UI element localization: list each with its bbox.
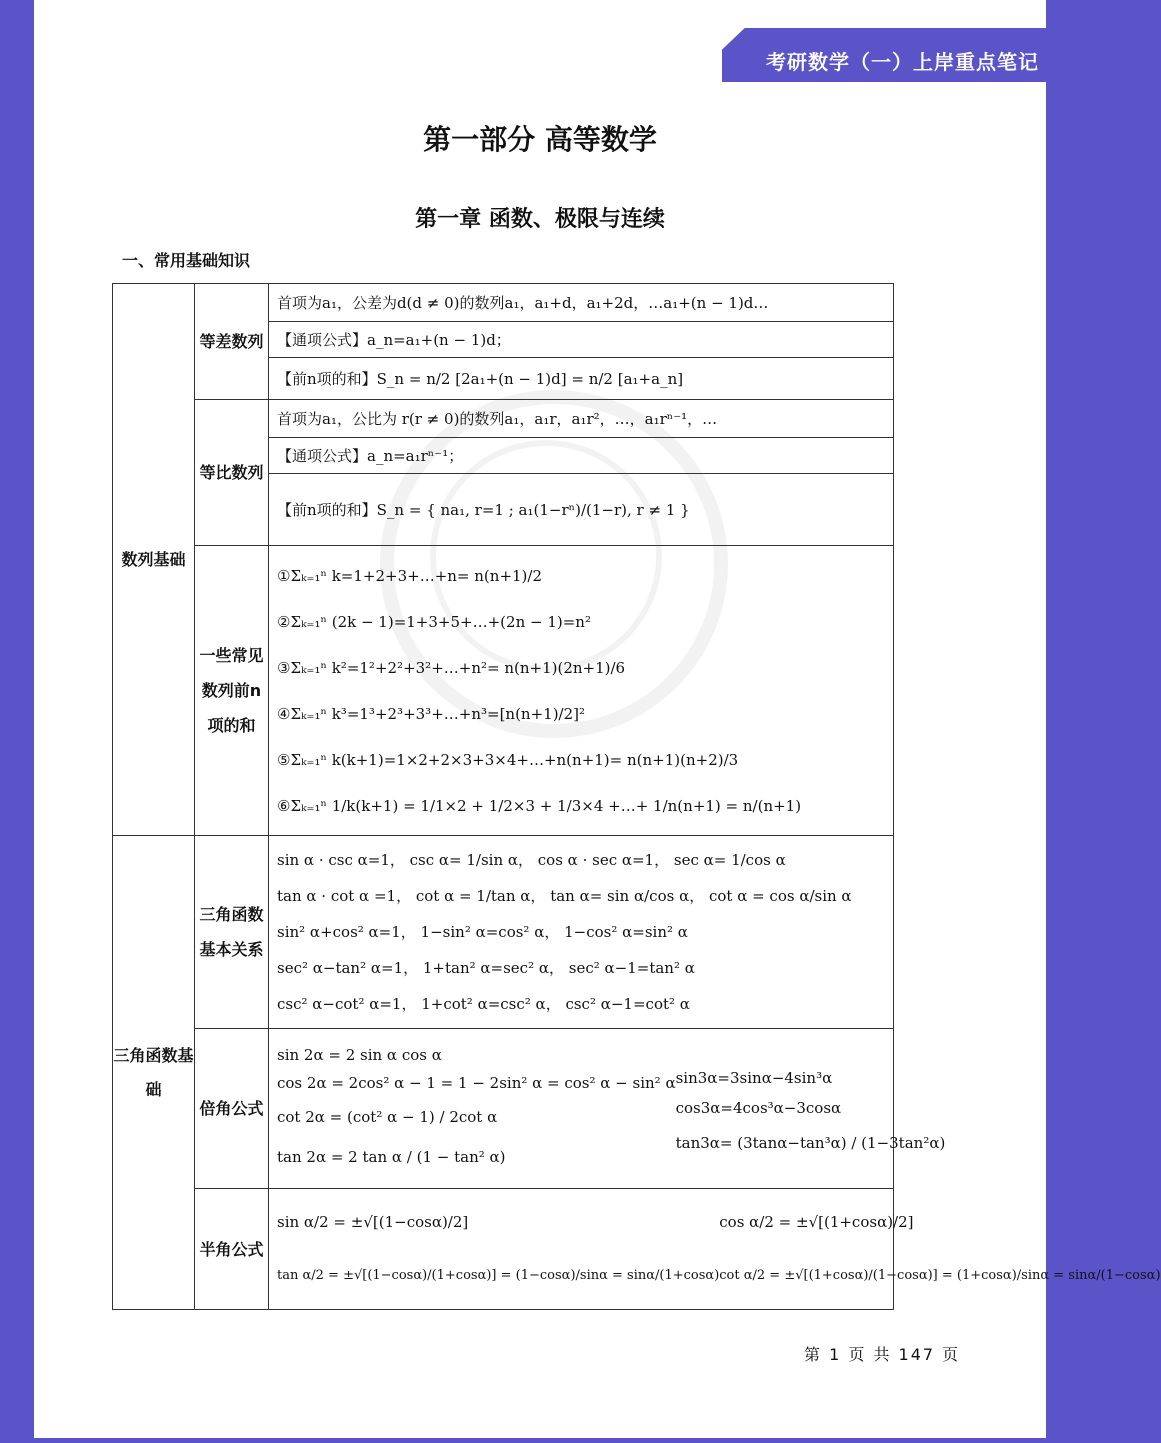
- label-sums: 一些常见数列前n项的和: [195, 546, 269, 836]
- trig-basic-3: sin² α+cos² α=1， 1−sin² α=cos² α， 1−cos² α=sin² α: [277, 923, 688, 941]
- double-cell: [269, 1029, 946, 1189]
- banner-title: 考研数学（一）上岸重点笔记: [766, 50, 1039, 74]
- geom-general: 【通项公式】a_n=a₁rⁿ⁻¹；: [269, 438, 894, 474]
- arith-general: 【通项公式】a_n=a₁+(n − 1)d；: [269, 322, 894, 358]
- label-double: 倍角公式: [195, 1029, 269, 1189]
- sum-formula-6: ⑥Σₖ₌₁ⁿ 1/k(k+1) = 1/1×2 + 1/2×3 + 1/3×4 +…+ 1/n(n+1) = n/(n+1): [277, 796, 802, 815]
- sum-formula-1: ①Σₖ₌₁ⁿ k=1+2+3+…+n= n(n+1)/2: [277, 566, 543, 585]
- geom-intro: 首项为a₁，公比为 r(r ≠ 0)的数列a₁，a₁r，a₁r²，…，a₁rⁿ⁻¹，…: [269, 400, 894, 438]
- section-title: 一、常用基础知识: [122, 251, 251, 270]
- group-sequence: 数列基础: [113, 284, 195, 836]
- sum-formula-4: ④Σₖ₌₁ⁿ k³=1³+2³+3³+…+n³=[n(n+1)/2]²: [277, 704, 586, 723]
- label-trig-basic: 三角函数基本关系: [195, 836, 269, 1029]
- arith-intro: 首项为a₁，公差为d(d ≠ 0)的数列a₁，a₁+d，a₁+2d，…a₁+(n − 1)d…: [269, 284, 894, 322]
- triple-tan: tan3α= (3tanα−tan³α) / (1−3tan²α): [675, 1133, 946, 1152]
- page-number: 第 1 页 共 147 页: [804, 1345, 961, 1364]
- triple-cos: cos3α=4cos³α−3cosα: [675, 1098, 842, 1117]
- group-trig: 三角函数基础: [113, 836, 195, 1310]
- trig-basic-cell: [269, 836, 894, 1029]
- double-cos: cos 2α = 2cos² α − 1 = 1 − 2sin² α = cos² α − sin² α: [277, 1073, 676, 1092]
- half-cell: [269, 1189, 1161, 1310]
- triple-sin: sin3α=3sinα−4sin³α: [675, 1068, 833, 1087]
- half-cot: cot α/2 = ±√[(1+cosα)/(1−cosα)] = (1+cosα)/sinα = sinα/(1−cosα): [719, 1268, 1161, 1283]
- trig-basic-2: tan α · cot α =1， cot α = 1/tan α， tan α= sin α/cos α， cot α = cos α/sin α: [277, 887, 852, 905]
- label-half: 半角公式: [195, 1189, 269, 1310]
- label-geom: 等比数列: [195, 400, 269, 546]
- formula-table: [112, 283, 1161, 1310]
- double-sin: sin 2α = 2 sin α cos α: [277, 1045, 442, 1064]
- sums-cell: [269, 546, 894, 836]
- arith-sum: 【前n项的和】S_n = n/2 [2a₁+(n − 1)d] = n/2 [a₁+a_n]: [269, 358, 894, 400]
- label-arith: 等差数列: [195, 284, 269, 400]
- chapter-title: 第一章 函数、极限与连续: [415, 207, 665, 232]
- geom-sum: 【前n项的和】S_n = { na₁, r=1 ; a₁(1−rⁿ)/(1−r), r ≠ 1 }: [269, 474, 894, 546]
- sum-formula-2: ②Σₖ₌₁ⁿ (2k − 1)=1+3+5+…+(2n − 1)=n²: [277, 612, 591, 631]
- double-tan: tan 2α = 2 tan α / (1 − tan² α): [277, 1147, 506, 1166]
- sum-formula-5: ⑤Σₖ₌₁ⁿ k(k+1)=1×2+2×3+3×4+…+n(n+1)= n(n+1)(n+2)/3: [277, 750, 739, 769]
- half-cos: cos α/2 = ±√[(1+cosα)/2]: [719, 1213, 914, 1231]
- trig-basic-4: sec² α−tan² α=1， 1+tan² α=sec² α， sec² α−1=tan² α: [277, 959, 695, 977]
- part-title: 第一部分 高等数学: [423, 123, 657, 156]
- half-sin: sin α/2 = ±√[(1−cosα)/2]: [277, 1213, 469, 1231]
- trig-basic-5: csc² α−cot² α=1， 1+cot² α=csc² α， csc² α−1=cot² α: [277, 995, 690, 1013]
- double-cot: cot 2α = (cot² α − 1) / 2cot α: [277, 1107, 498, 1126]
- sum-formula-3: ③Σₖ₌₁ⁿ k²=1²+2²+3²+…+n²= n(n+1)(2n+1)/6: [277, 658, 626, 677]
- trig-basic-1: sin α · csc α=1， csc α= 1/sin α， cos α · sec α=1， sec α= 1/cos α: [277, 851, 786, 869]
- half-tan: tan α/2 = ±√[(1−cosα)/(1+cosα)] = (1−cosα)/sinα = sinα/(1+cosα): [277, 1268, 720, 1283]
